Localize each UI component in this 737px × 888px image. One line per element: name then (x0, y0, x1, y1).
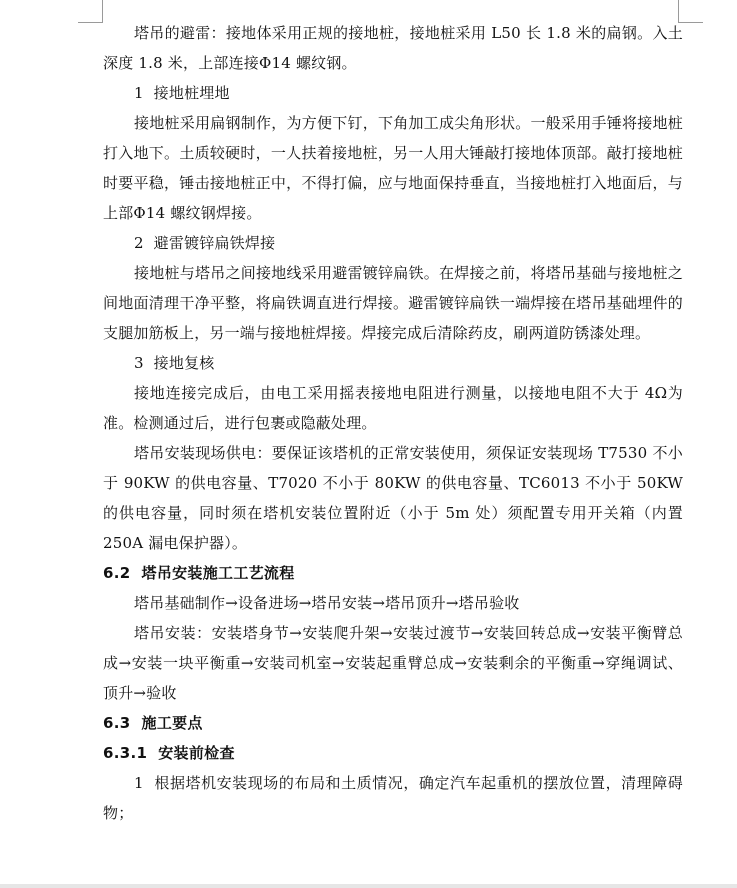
paragraph-pre-install-check: 1 根据塔机安装现场的布局和土质情况，确定汽车起重机的摆放位置，清理障碍物； (103, 774, 683, 822)
subheading-flat-iron-welding: 2 避雷镀锌扁铁焊接 (134, 234, 276, 252)
paragraph-process-flow: 塔吊基础制作→设备进场→塔吊安装→塔吊顶升→塔吊验收 (134, 594, 520, 612)
section-heading-6-3-1: 6.3.1 安装前检查 (103, 744, 235, 762)
paragraph-flat-iron-welding: 接地桩与塔吊之间接地线采用避雷镀锌扁铁。在焊接之前，将塔吊基础与接地桩之间地面清理干净平整，将扁铁调直进行焊接。避雷镀锌扁铁一端焊接在塔吊基础埋件的支腿加筋板上，另一端与接地桩焊接。焊接完成后清除药皮，刷两道防锈漆处理。 (103, 264, 683, 342)
paragraph-installation-steps: 塔吊安装：安装塔身节→安装爬升架→安装过渡节→安装回转总成→安装平衡臂总成→安装一块平衡重→安装司机室→安装起重臂总成→安装剩余的平衡重→穿绳调试、顶升→验收 (103, 624, 683, 702)
left-margin-corner-mark (78, 0, 103, 23)
section-heading-6-2: 6.2 塔吊安装施工工艺流程 (103, 564, 295, 582)
subheading-grounding-check: 3 接地复核 (134, 354, 215, 372)
section-heading-6-3: 6.3 施工要点 (103, 714, 203, 732)
subheading-grounding-pile: 1 接地桩埋地 (134, 84, 230, 102)
page-bottom-edge (0, 884, 737, 888)
paragraph-lightning-protection: 塔吊的避雷：接地体采用正规的接地桩，接地桩采用 L50 长 1.8 米的扁钢。入土深度 1.8 米，上部连接Φ14 螺纹钢。 (103, 24, 683, 72)
paragraph-power-supply: 塔吊安装现场供电：要保证该塔机的正常安装使用，须保证安装现场 T7530 不小于 90KW 的供电容量、T7020 不小于 80KW 的供电容量、TC6013 不小于 50KW 的供电容量，同时须在塔机安装位置附近（小于 5m 处）须配置专用开关箱（内置 250A 漏电保护器）。 (103, 444, 688, 552)
document-body (103, 18, 688, 828)
paragraph-grounding-check: 接地连接完成后，由电工采用摇表接地电阻进行测量，以接地电阻不大于 4Ω为准。检测通过后，进行包裹或隐蔽处理。 (103, 384, 683, 432)
paragraph-grounding-pile: 接地桩采用扁钢制作，为方便下钉，下角加工成尖角形状。一般采用手锤将接地桩打入地下。土质较硬时，一人扶着接地桩，另一人用大锤敲打接地体顶部。敲打接地桩时要平稳，锤击接地桩正中，不得打偏，应与地面保持垂直，当接地桩打入地面后，与上部Φ14 螺纹钢焊接。 (103, 114, 683, 222)
